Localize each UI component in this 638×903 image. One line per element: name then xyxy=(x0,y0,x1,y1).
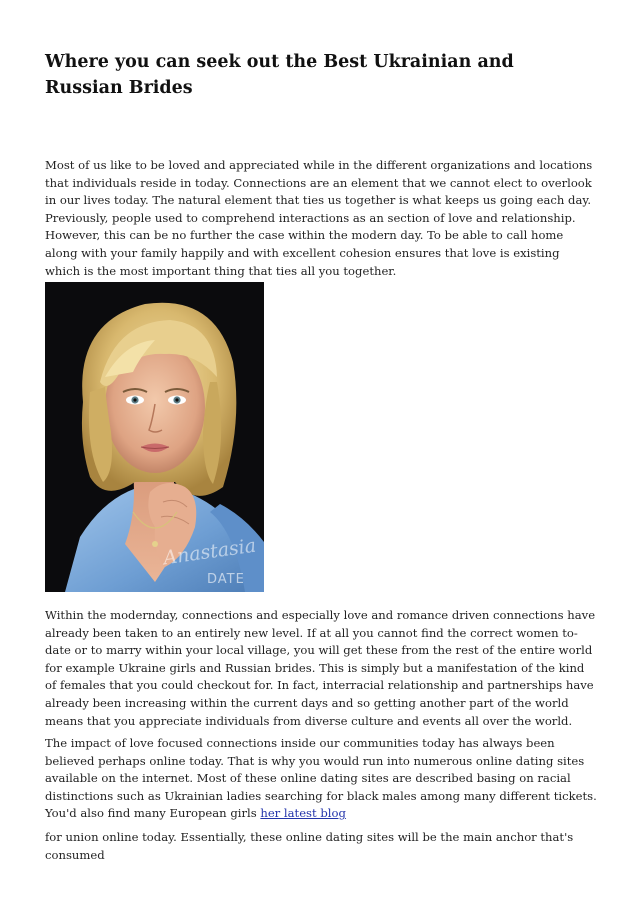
paragraph-impact xyxy=(45,735,597,823)
her-latest-blog-link[interactable]: her latest blog xyxy=(260,806,346,821)
paragraph-union: for union online today. Essentially, these online dating sites will be the main anchor that's consumed xyxy=(45,830,574,862)
paragraph-impact-text: The impact of love focused connections inside our communities today has always been believed perhaps online today. That is why you would run into numerous online dating sites available on the internet. Most of these online dating sites are described basing on racial distinctions such as Ukrainian ladies searching for black males among many different tickets. You'd also find many European girls xyxy=(45,736,597,821)
paragraph-modern-day: Within the modernday, connections and especially love and romance driven connections have already been taken to an entirely new level. If at all you cannot find the correct women to-date or to marry within your local village, you will get these from the rest of the entire world for example Ukraine girls and Russian brides. This is simply but a manifestation of the kind of females that you could checkout for. In fact, interracial relationship and partnerships have already been increasing within the current days and so getting another part of the world means that you appreciate individuals from diverse culture and events all over the world. xyxy=(45,608,596,728)
paragraph-intro: Most of us like to be loved and appreciated while in the different organizations and locations that individuals reside in today. Connections are an element that we cannot elect to overlook in our lives today. The natural element that ties us together is what keeps us going each day. Previously, people used to comprehend interactions as an section of love and relationship. However, this can be no further the case within the modern day. To be able to call home along with your family happily and with excellent cohesion ensures that love is existing which is the most important thing that ties all you together. xyxy=(45,158,593,278)
portrait-photo xyxy=(45,282,264,592)
watermark-word: DATE xyxy=(207,572,245,587)
watermark-logo xyxy=(45,282,264,592)
watermark-script: Anastasia xyxy=(162,534,258,570)
page-title: Where you can seek out the Best Ukrainian and Russian Brides xyxy=(45,52,514,98)
